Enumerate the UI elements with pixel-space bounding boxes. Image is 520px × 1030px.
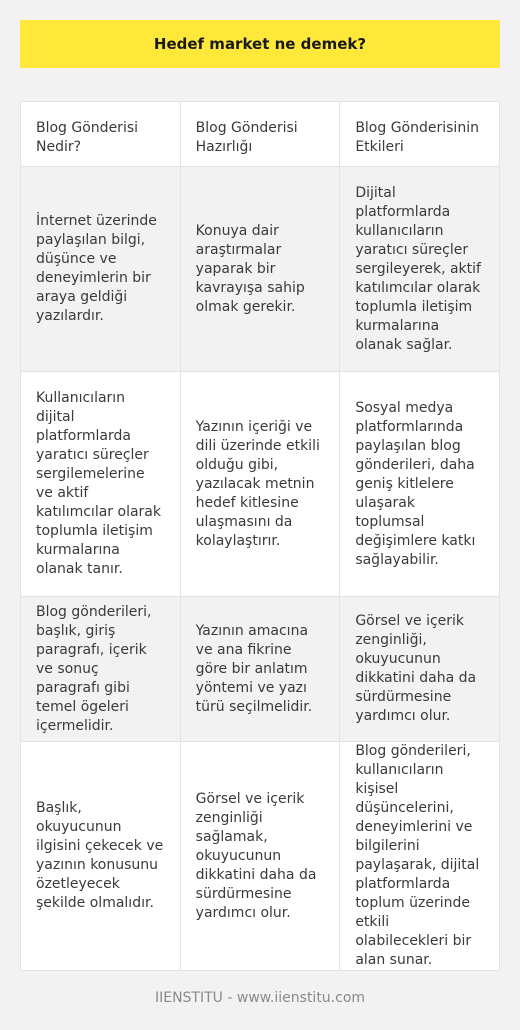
column-header: Blog Gönderisinin Etkileri	[340, 102, 500, 167]
table-cell: Kullanıcıların dijital platformlarda yaratıcı süreçler sergilemelerine ve aktif katılımcılar olarak toplumla iletişim kurmalarına olanak tanır.	[21, 372, 181, 597]
footer-credit: IIENSTITU - www.iienstitu.com	[154, 990, 366, 1006]
page-title: Hedef market ne demek?	[20, 20, 500, 68]
table-cell: Görsel ve içerik zenginliği sağlamak, okuyucunun dikkatini daha da sürdürmesine yardımcı olur.	[180, 742, 340, 971]
table-cell: Yazının amacına ve ana fikrine göre bir anlatım yöntemi ve yazı türü seçilmelidir.	[180, 597, 340, 742]
table-cell: Başlık, okuyucunun ilgisini çekecek ve yazının konusunu özetleyecek şekilde olmalıdır.	[21, 742, 181, 971]
table-cell: Görsel ve içerik zenginliği, okuyucunun dikkatini daha da sürdürmesine yardımcı olur.	[340, 597, 500, 742]
table-cell: Blog gönderileri, başlık, giriş paragrafı, içerik ve sonuç paragrafı gibi temel ögeleri içermelidir.	[21, 597, 181, 742]
table-cell: Dijital platformlarda kullanıcıların yaratıcı süreçler sergileyerek, aktif katılımcılar olarak toplumla iletişim kurmalarına olanak sağlar.	[340, 167, 500, 372]
column-header: Blog Gönderisi Nedir?	[21, 102, 181, 167]
column-header: Blog Gönderisi Hazırlığı	[180, 102, 340, 167]
table-cell: Sosyal medya platformlarında paylaşılan blog gönderileri, daha geniş kitlelere ulaşarak toplumsal değişimlere katkı sağlayabilir.	[340, 372, 500, 597]
content-table	[20, 101, 500, 971]
table-cell: İnternet üzerinde paylaşılan bilgi, düşünce ve deneyimlerin bir araya geldiği yazılardır.	[21, 167, 181, 372]
table-row	[21, 372, 500, 597]
table-row	[21, 742, 500, 971]
table-cell: Yazının içeriği ve dili üzerinde etkili olduğu gibi, yazılacak metnin hedef kitlesine ulaşmasını da kolaylaştırır.	[180, 372, 340, 597]
table-row	[21, 167, 500, 372]
table-cell: Blog gönderileri, kullanıcıların kişisel düşüncelerini, deneyimlerini ve bilgilerini paylaşarak, dijital platformlarda toplum üzerinde etkili olabilecekleri bir alan sunar.	[340, 742, 500, 971]
table-row	[21, 597, 500, 742]
table-header-row	[21, 102, 500, 167]
table-cell: Konuya dair araştırmalar yaparak bir kavrayışa sahip olmak gerekir.	[180, 167, 340, 372]
